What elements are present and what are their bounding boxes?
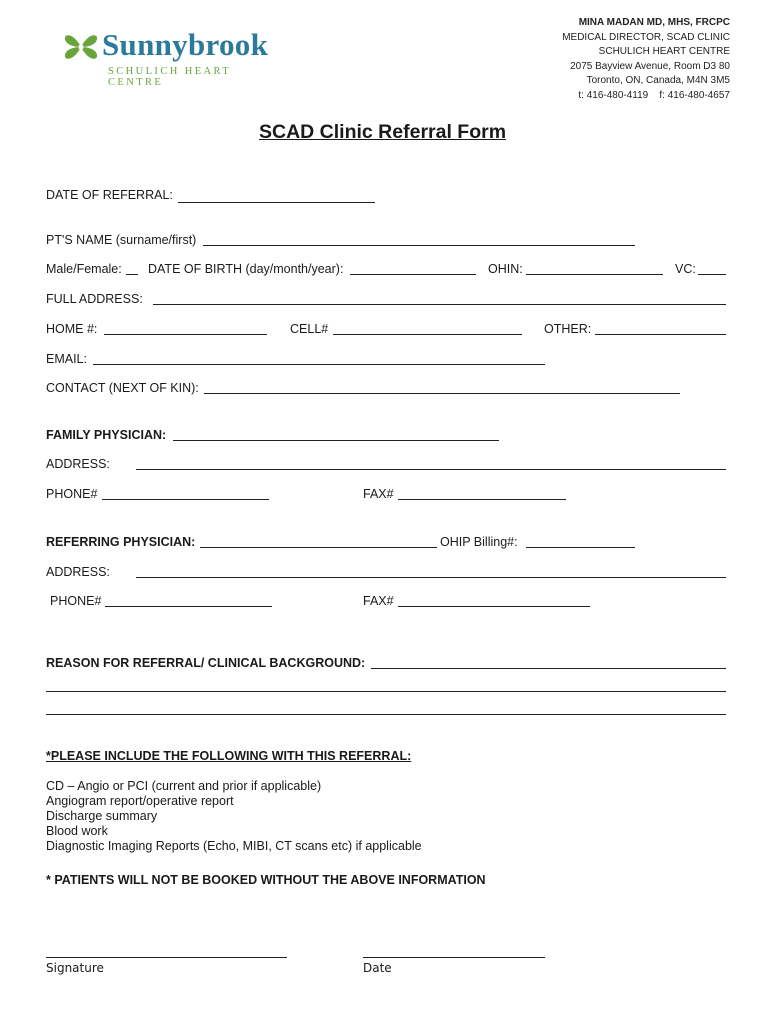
signature-label: Signature [46,961,104,975]
family-physician-label: FAMILY PHYSICIAN: [46,428,167,442]
centre-name: SCHULICH HEART CENTRE [598,46,730,58]
rp-address-field[interactable] [136,577,726,578]
list-item: Diagnostic Imaging Reports (Echo, MIBI, CT scans etc) if applicable [46,839,422,853]
reason-field-line-3[interactable] [46,714,726,715]
date-field[interactable] [363,957,545,958]
ohip-billing-label: OHIP Billing#: [440,535,518,549]
fp-address-label: ADDRESS: [46,457,110,471]
sex-field[interactable] [126,274,138,275]
logo [62,27,277,88]
cell-phone-field[interactable] [333,334,522,335]
referring-physician-field[interactable] [200,547,437,548]
sunnybrook-leaf-icon [62,29,100,65]
fp-phone-label: PHONE# [46,487,98,501]
fp-fax-field[interactable] [398,499,566,500]
ohip-billing-field[interactable] [526,547,635,548]
contact-label: CONTACT (NEXT OF KIN): [46,381,199,395]
reason-field-line-1[interactable] [371,668,726,669]
list-item: Blood work [46,824,108,838]
booking-warning: * PATIENTS WILL NOT BE BOOKED WITHOUT THE ABOVE INFORMATION [46,873,486,887]
rp-phone-field[interactable] [105,606,272,607]
contact-numbers [562,89,730,104]
phone-number: t: 416-480-4119 [578,89,649,101]
reason-label: REASON FOR REFERRAL/ CLINICAL BACKGROUND: [46,656,366,670]
rp-fax-field[interactable] [398,606,590,607]
rp-address-label: ADDRESS: [46,565,110,579]
pt-name-label: PT'S NAME (surname/first) [46,233,197,247]
contact-field[interactable] [204,393,680,394]
page-title: SCAD Clinic Referral Form [259,121,507,143]
logo-wordmark: Sunnybrook [102,27,269,62]
ohin-field[interactable] [526,274,663,275]
rp-fax-label: FAX# [363,594,394,608]
letterhead-address [562,16,730,104]
other-phone-field[interactable] [595,334,726,335]
full-address-field[interactable] [153,304,726,305]
reason-field-line-2[interactable] [46,691,726,692]
logo-subtitle: SCHULICH HEART CENTRE [108,66,231,88]
date-label: Date [363,961,392,975]
physician-name: MINA MADAN MD, MHS, FRCPC [578,17,730,28]
physician-role: MEDICAL DIRECTOR, SCAD CLINIC [562,31,730,43]
fp-phone-field[interactable] [102,499,269,500]
referring-physician-label: REFERRING PHYSICIAN: [46,535,196,549]
fax-number: f: 416-480-4657 [659,89,730,101]
vc-label: VC: [675,262,696,276]
date-of-referral-label: DATE OF REFERRAL: [46,188,173,202]
fp-address-field[interactable] [136,469,726,470]
signature-field[interactable] [46,957,287,958]
list-item: CD – Angio or PCI (current and prior if applicable) [46,779,322,793]
other-phone-label: OTHER: [544,322,592,336]
home-phone-label: HOME #: [46,322,98,336]
list-item: Angiogram report/operative report [46,794,234,808]
street-address: 2075 Bayview Avenue, Room D3 80 [570,60,730,72]
fp-fax-label: FAX# [363,487,394,501]
include-list [46,779,422,854]
date-of-referral-field[interactable] [178,202,375,203]
dob-label: DATE OF BIRTH (day/month/year): [148,262,344,276]
list-item: Discharge summary [46,809,158,823]
cell-phone-label: CELL# [290,322,329,336]
rp-phone-label: PHONE# [50,594,102,608]
include-heading: *PLEASE INCLUDE THE FOLLOWING WITH THIS REFERRAL: [46,749,412,763]
pt-name-field[interactable] [203,245,635,246]
full-address-label: FULL ADDRESS: [46,292,143,306]
family-physician-field[interactable] [173,440,499,441]
ohin-label: OHIN: [488,262,523,276]
home-phone-field[interactable] [104,334,267,335]
vc-field[interactable] [698,274,726,275]
email-label: EMAIL: [46,352,87,366]
city-address: Toronto, ON, Canada, M4N 3M5 [586,75,730,87]
sex-label: Male/Female: [46,262,122,276]
email-field[interactable] [93,364,545,365]
dob-field[interactable] [350,274,476,275]
